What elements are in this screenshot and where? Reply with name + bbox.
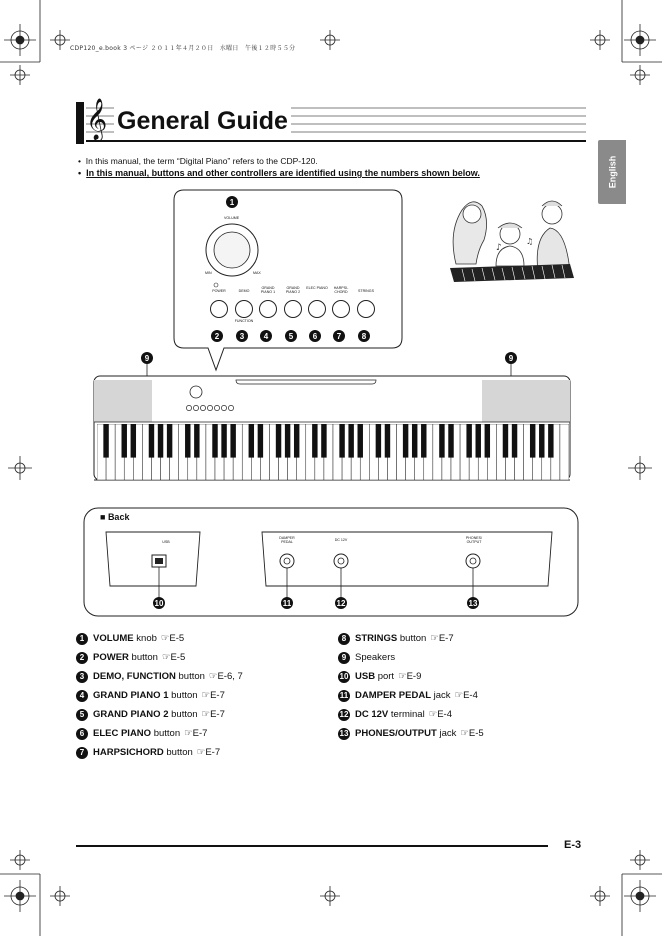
black-key [376, 424, 381, 458]
damper-pedal-label: DAMPER PEDAL [279, 536, 295, 544]
black-key [167, 424, 172, 458]
bullet-1: • In this manual, the term “Digital Piano” refers to the CDP-120. [78, 156, 318, 166]
language-tab-label: English [607, 155, 618, 189]
page-number: E-3 [564, 839, 582, 851]
black-key [149, 424, 154, 458]
black-key [321, 424, 326, 458]
black-key [212, 424, 217, 458]
black-key [221, 424, 226, 458]
page-title: General Guide [114, 107, 291, 136]
print-header: CDP120_e.book 3 ページ ２０１１年４月２０日 水曜日 午後１２時５５分 [70, 45, 296, 52]
black-key [448, 424, 453, 458]
black-key [230, 424, 235, 458]
dc-12v-label: DC 12V [334, 538, 348, 542]
max-label: MAX [253, 271, 261, 275]
black-key [476, 424, 481, 458]
callout-9-right: 9 [505, 352, 517, 364]
treble-clef-icon: 𝄞 [86, 99, 108, 140]
callout-6: 6 [309, 330, 321, 342]
callout-7: 7 [333, 330, 345, 342]
legend-item: 4 GRAND PIANO 1 button ☞E-7 [76, 686, 243, 705]
black-key [285, 424, 290, 458]
black-key [466, 424, 471, 458]
bullet-2: • In this manual, buttons and other controllers are identified using the numbers shown below. [78, 168, 480, 178]
black-key [103, 424, 108, 458]
black-key [548, 424, 553, 458]
black-key [512, 424, 517, 458]
svg-text:♪: ♪ [496, 243, 502, 253]
black-key [412, 424, 417, 458]
usb-port-label: USB [162, 540, 170, 544]
black-key [385, 424, 390, 458]
phones-output-label: PHONES/ OUTPUT [465, 536, 483, 544]
callout-2: 2 [211, 330, 223, 342]
black-key [539, 424, 544, 458]
legend-item: 8 STRINGS button ☞E-7 [338, 629, 484, 648]
black-key [131, 424, 136, 458]
legend-left [76, 629, 243, 762]
black-key [485, 424, 490, 458]
volume-panel-label: VOLUME [224, 216, 240, 220]
legend-item: 1 VOLUME knob ☞E-5 [76, 629, 243, 648]
panel-label-grand-piano-2: GRAND PIANO 2 [285, 286, 301, 294]
black-key [403, 424, 408, 458]
footer-rule [76, 845, 548, 847]
black-key [348, 424, 353, 458]
callout-5: 5 [285, 330, 297, 342]
panel-label-elec-piano: ELEC PIANO [306, 286, 328, 290]
black-key [122, 424, 127, 458]
panel-label-power: POWER [212, 289, 226, 293]
min-label: MIN [205, 271, 212, 275]
black-key [249, 424, 254, 458]
callout-9-left: 9 [141, 352, 153, 364]
legend-item: 12 DC 12V terminal ☞E-4 [339, 709, 453, 720]
black-key [358, 424, 363, 458]
panel-label-strings: STRINGS [358, 289, 374, 293]
svg-text:♫: ♫ [526, 237, 534, 246]
black-key [439, 424, 444, 458]
legend-right [338, 629, 484, 743]
panel-label-function: FUNCTION [234, 319, 254, 323]
black-key [530, 424, 535, 458]
legend-item: 11 DAMPER PEDAL jack ☞E-4 [339, 690, 478, 701]
callout-13: 13 [468, 598, 478, 608]
callout-3: 3 [236, 330, 248, 342]
black-key [421, 424, 426, 458]
legend-item: 3 DEMO, FUNCTION button ☞E-6, 7 [76, 667, 243, 686]
legend-item: 13 PHONES/OUTPUT jack ☞E-5 [339, 728, 484, 739]
panel-label-grand-piano-1: GRAND PIANO 1 [260, 286, 276, 294]
panel-label-demo: DEMO [238, 289, 250, 293]
white-key [560, 424, 569, 480]
black-key [276, 424, 281, 458]
black-key [158, 424, 163, 458]
callout-4: 4 [260, 330, 272, 342]
callout-8: 8 [358, 330, 370, 342]
legend-item: 6 ELEC PIANO button ☞E-7 [76, 724, 243, 743]
callout-10: 10 [154, 598, 164, 608]
callout-12: 12 [336, 598, 346, 608]
black-key [258, 424, 263, 458]
black-key [339, 424, 344, 458]
black-key [194, 424, 199, 458]
legend-item: 5 GRAND PIANO 2 button ☞E-7 [76, 705, 243, 724]
callout-1: 1 [226, 196, 238, 208]
legend-item: 9 Speakers [338, 648, 484, 667]
black-key [185, 424, 190, 458]
black-key [503, 424, 508, 458]
panel-label-harpsichord: HARPSI-CHORD [333, 286, 349, 294]
piano-keyboard [97, 424, 569, 480]
black-key [294, 424, 299, 458]
back-label: ■ Back [100, 512, 130, 522]
callout-11: 11 [282, 598, 292, 608]
black-key [312, 424, 317, 458]
legend-item: 2 POWER button ☞E-5 [76, 648, 243, 667]
legend-item: 10 USB port ☞E-9 [339, 671, 422, 682]
legend-item: 7 HARPSICHORD button ☞E-7 [76, 743, 243, 762]
